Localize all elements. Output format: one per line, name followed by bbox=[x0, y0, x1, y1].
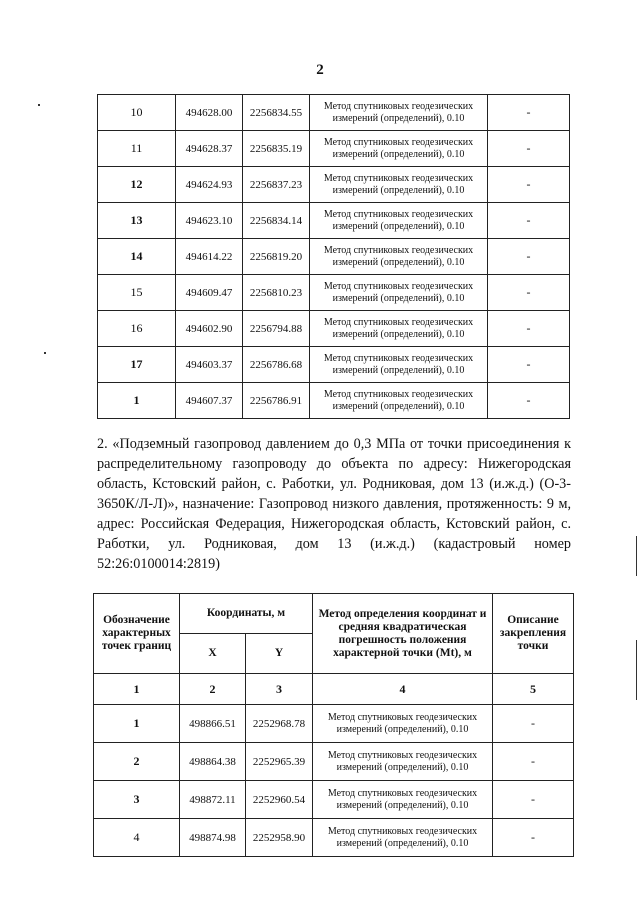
method-cell: Метод спутниковых геодезических измерений (определений), 0.10 bbox=[313, 819, 493, 857]
y-cell: 2256810.23 bbox=[243, 275, 310, 311]
method-cell: Метод спутниковых геодезических измерений (определений), 0.10 bbox=[310, 95, 488, 131]
x-cell: 494602.90 bbox=[176, 311, 243, 347]
column-index-cell: 5 bbox=[493, 674, 574, 705]
x-cell: 498874.98 bbox=[180, 819, 246, 857]
y-cell: 2256834.55 bbox=[243, 95, 310, 131]
scan-dot bbox=[38, 104, 40, 106]
point-cell: 11 bbox=[98, 131, 176, 167]
header-description: Описание закрепления точки bbox=[493, 594, 574, 674]
point-cell: 15 bbox=[98, 275, 176, 311]
description-cell: - bbox=[493, 781, 574, 819]
y-cell: 2256786.68 bbox=[243, 347, 310, 383]
point-cell: 14 bbox=[98, 239, 176, 275]
header-x: X bbox=[180, 634, 246, 674]
point-cell: 2 bbox=[94, 743, 180, 781]
y-cell: 2252958.90 bbox=[246, 819, 313, 857]
point-cell: 4 bbox=[94, 819, 180, 857]
method-cell: Метод спутниковых геодезических измерений (определений), 0.10 bbox=[310, 131, 488, 167]
y-cell: 2256834.14 bbox=[243, 203, 310, 239]
y-cell: 2252968.78 bbox=[246, 705, 313, 743]
table-row bbox=[98, 131, 570, 167]
table-row bbox=[98, 347, 570, 383]
coordinates-table-1 bbox=[97, 94, 570, 419]
description-cell: - bbox=[488, 95, 570, 131]
table-row bbox=[98, 95, 570, 131]
header-point-designation: Обозначение характерных точек границ bbox=[94, 594, 180, 674]
method-cell: Метод спутниковых геодезических измерений (определений), 0.10 bbox=[310, 167, 488, 203]
table-row bbox=[98, 275, 570, 311]
y-cell: 2252965.39 bbox=[246, 743, 313, 781]
description-cell: - bbox=[488, 347, 570, 383]
method-cell: Метод спутниковых геодезических измерений (определений), 0.10 bbox=[313, 705, 493, 743]
method-cell: Метод спутниковых геодезических измерений (определений), 0.10 bbox=[310, 311, 488, 347]
description-cell: - bbox=[488, 167, 570, 203]
method-cell: Метод спутниковых геодезических измерений (определений), 0.10 bbox=[310, 347, 488, 383]
method-cell: Метод спутниковых геодезических измерений (определений), 0.10 bbox=[313, 743, 493, 781]
point-cell: 3 bbox=[94, 781, 180, 819]
point-cell: 10 bbox=[98, 95, 176, 131]
x-cell: 494624.93 bbox=[176, 167, 243, 203]
y-cell: 2256837.23 bbox=[243, 167, 310, 203]
point-cell: 1 bbox=[94, 705, 180, 743]
scan-edge-mark bbox=[636, 640, 637, 700]
column-index-cell: 1 bbox=[94, 674, 180, 705]
description-cell: - bbox=[488, 311, 570, 347]
header-coordinates: Координаты, м bbox=[180, 594, 313, 634]
table-row bbox=[94, 705, 574, 743]
table-row bbox=[94, 781, 574, 819]
x-cell: 494628.00 bbox=[176, 95, 243, 131]
table-row bbox=[98, 239, 570, 275]
description-cell: - bbox=[488, 131, 570, 167]
y-cell: 2256819.20 bbox=[243, 239, 310, 275]
scan-dot bbox=[44, 352, 46, 354]
description-cell: - bbox=[488, 275, 570, 311]
description-cell: - bbox=[488, 203, 570, 239]
y-cell: 2256835.19 bbox=[243, 131, 310, 167]
page-number: 2 bbox=[316, 62, 324, 78]
point-cell: 12 bbox=[98, 167, 176, 203]
method-cell: Метод спутниковых геодезических измерений (определений), 0.10 bbox=[310, 239, 488, 275]
y-cell: 2256786.91 bbox=[243, 383, 310, 419]
table-row bbox=[98, 167, 570, 203]
column-index-row bbox=[94, 674, 574, 705]
description-cell: - bbox=[493, 705, 574, 743]
x-cell: 494614.22 bbox=[176, 239, 243, 275]
table-row bbox=[98, 203, 570, 239]
table-row bbox=[98, 383, 570, 419]
x-cell: 498866.51 bbox=[180, 705, 246, 743]
x-cell: 494607.37 bbox=[176, 383, 243, 419]
x-cell: 494628.37 bbox=[176, 131, 243, 167]
point-cell: 13 bbox=[98, 203, 176, 239]
y-cell: 2252960.54 bbox=[246, 781, 313, 819]
method-cell: Метод спутниковых геодезических измерений (определений), 0.10 bbox=[310, 275, 488, 311]
point-cell: 1 bbox=[98, 383, 176, 419]
method-cell: Метод спутниковых геодезических измерений (определений), 0.10 bbox=[313, 781, 493, 819]
table-row bbox=[98, 311, 570, 347]
table-row bbox=[94, 819, 574, 857]
column-index-cell: 4 bbox=[313, 674, 493, 705]
x-cell: 494623.10 bbox=[176, 203, 243, 239]
point-cell: 17 bbox=[98, 347, 176, 383]
table-row bbox=[94, 743, 574, 781]
x-cell: 498872.11 bbox=[180, 781, 246, 819]
column-index-cell: 2 bbox=[180, 674, 246, 705]
description-cell: - bbox=[493, 743, 574, 781]
method-cell: Метод спутниковых геодезических измерений (определений), 0.10 bbox=[310, 383, 488, 419]
scan-edge-mark bbox=[636, 536, 637, 576]
point-cell: 16 bbox=[98, 311, 176, 347]
coordinates-table-2 bbox=[93, 593, 574, 857]
y-cell: 2256794.88 bbox=[243, 311, 310, 347]
x-cell: 494603.37 bbox=[176, 347, 243, 383]
header-y: Y bbox=[246, 634, 313, 674]
x-cell: 494609.47 bbox=[176, 275, 243, 311]
header-method: Метод определения координат и средняя квадратическая погрешность положения характерной точки (Mt), м bbox=[313, 594, 493, 674]
description-cell: - bbox=[493, 819, 574, 857]
description-cell: - bbox=[488, 383, 570, 419]
x-cell: 498864.38 bbox=[180, 743, 246, 781]
object-description-paragraph: 2. «Подземный газопровод давлением до 0,3 МПа от точки присоединения к распределительному газопроводу до объекта по адресу: Нижегородская область, Кстовский район, с. Работки, ул. Родниковая, дом 13 (и.ж.д.) (О-3-3650К/Л-Л)», назначение: Газопровод низкого давления, протяженность: 9 м, адрес: Российская Федерация, Нижегородская область, Кстовский район, с. Работки, ул. Родниковая, дом 13 (и.ж.д.) (кадастровый номер 52:26:0100014:2819) bbox=[97, 436, 571, 572]
method-cell: Метод спутниковых геодезических измерений (определений), 0.10 bbox=[310, 203, 488, 239]
description-cell: - bbox=[488, 239, 570, 275]
column-index-cell: 3 bbox=[246, 674, 313, 705]
